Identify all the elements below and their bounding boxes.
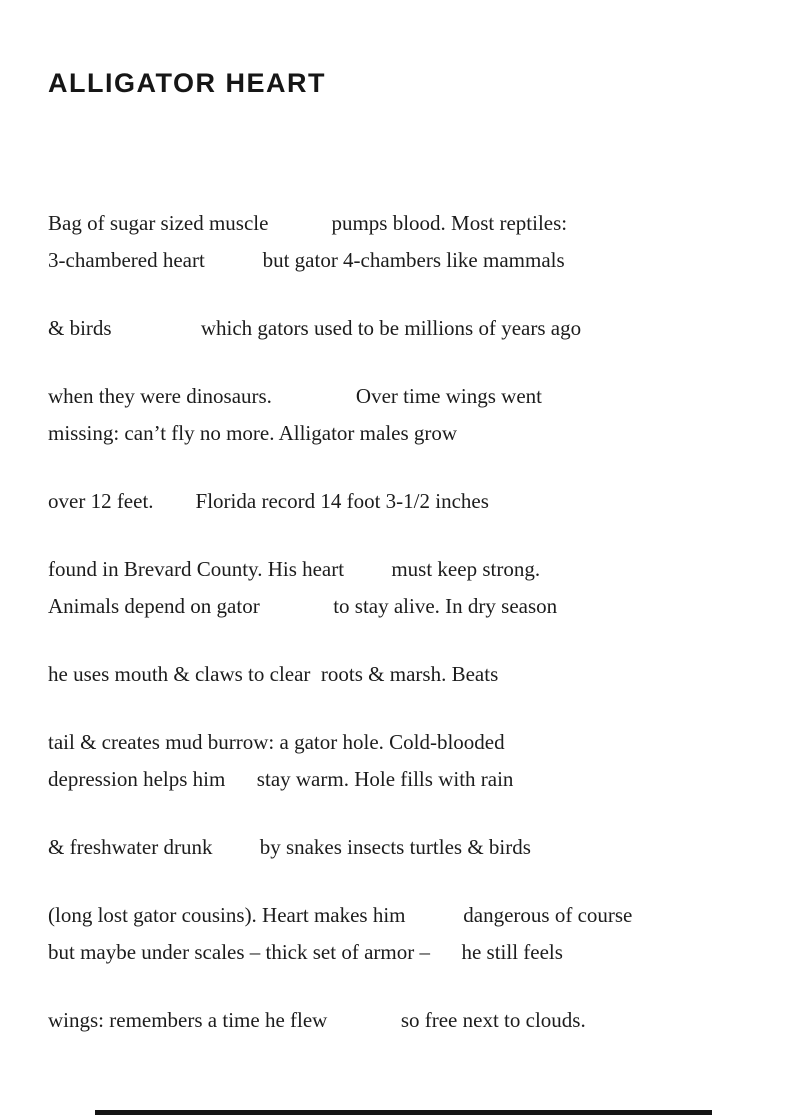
poem-body xyxy=(48,205,789,1070)
stanza xyxy=(48,483,789,520)
poem-line: 3-chambered heart but gator 4-chambers like mammals xyxy=(48,248,565,272)
poem-line: Animals depend on gator to stay alive. In dry season xyxy=(48,594,558,618)
poem-title: ALLIGATOR HEART xyxy=(48,68,326,98)
stanza xyxy=(48,656,789,693)
page-bottom-cutoff-bar xyxy=(95,1110,712,1115)
poem-line: he uses mouth & claws to clear roots & marsh. Beats xyxy=(48,662,499,686)
stanza xyxy=(48,829,789,866)
poem-line: over 12 feet. Florida record 14 foot 3-1/2 inches xyxy=(48,489,489,513)
stanza xyxy=(48,551,789,625)
poem-line: Bag of sugar sized muscle pumps blood. Most reptiles: xyxy=(48,211,568,235)
poem-line: & freshwater drunk by snakes insects turtles & birds xyxy=(48,835,531,859)
poem-line: wings: remembers a time he flew so free next to clouds. xyxy=(48,1008,586,1032)
poem-line: missing: can’t fly no more. Alligator males grow xyxy=(48,421,458,445)
stanza xyxy=(48,724,789,798)
poem-line: depression helps him stay warm. Hole fills with rain xyxy=(48,767,514,791)
poem-line: tail & creates mud burrow: a gator hole. Cold-blooded xyxy=(48,730,505,754)
poem-line: found in Brevard County. His heart must keep strong. xyxy=(48,557,541,581)
poem-line: & birds which gators used to be millions of years ago xyxy=(48,316,582,340)
poem-line: but maybe under scales – thick set of armor – he still feels xyxy=(48,940,563,964)
stanza xyxy=(48,205,789,279)
poem-line: when they were dinosaurs. Over time wings went xyxy=(48,384,542,408)
stanza xyxy=(48,897,789,971)
stanza xyxy=(48,1002,789,1039)
stanza xyxy=(48,378,789,452)
stanza xyxy=(48,310,789,347)
poem-line: (long lost gator cousins). Heart makes him dangerous of course xyxy=(48,903,633,927)
